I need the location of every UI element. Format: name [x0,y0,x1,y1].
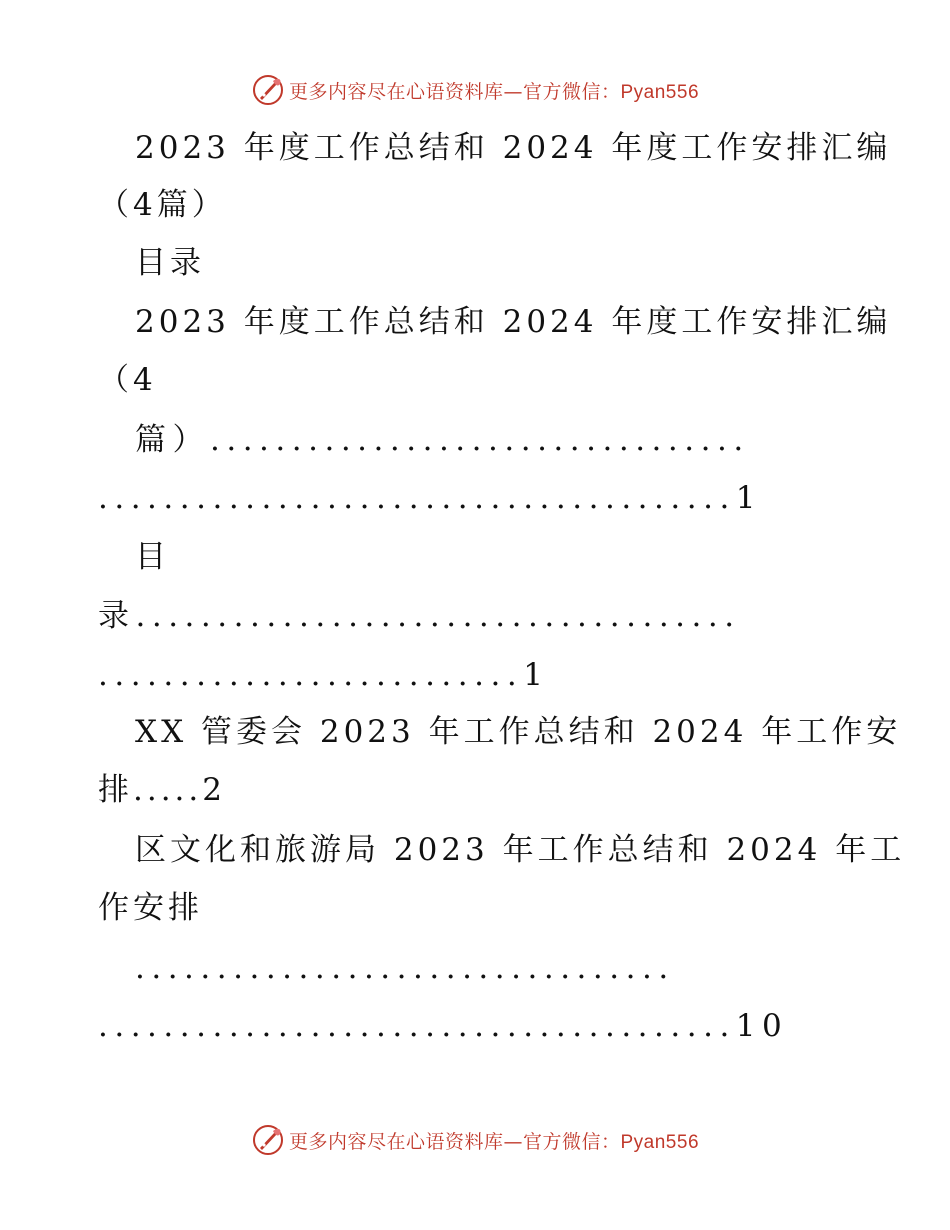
toc-heading: 目录 [135,245,205,281]
toc-entry-1-title-cont: （4 [98,362,157,398]
document-title: 2023 年度工作总结和 2024 年度工作安排汇编 [135,130,892,166]
footer-watermark [0,1120,950,1160]
toc-entry-1-leader: 篇）................................. [135,422,750,458]
toc-entry-3-page: 排.....2 [98,772,226,808]
document-title-count: （4篇） [98,187,227,223]
toc-entry-3-title: XX 管委会 2023 年工作总结和 2024 年工作安 [135,714,902,750]
toc-entry-4-page: .......................................10 [98,1008,789,1044]
toc-entry-2-page: ..........................1 [98,657,550,693]
toc-entry-2-leader: 录..................................... [98,598,741,634]
toc-entry-1-title: 2023 年度工作总结和 2024 年度工作安排汇编 [135,304,892,340]
toc-entry-4-leader: ................................. [135,950,675,986]
header-watermark [0,70,950,110]
quill-pen-icon [251,73,285,107]
watermark-text: 更多内容尽在心语资料库—官方微信：Pyan556 [288,1130,700,1153]
quill-pen-icon [251,1123,285,1157]
toc-entry-1-page: .......................................1 [98,480,763,516]
toc-entry-4-title: 区文化和旅游局 2023 年工作总结和 2024 年工 [135,832,906,868]
watermark-text: 更多内容尽在心语资料库—官方微信：Pyan556 [288,80,700,103]
toc-entry-4-title-cont: 作安排 [98,890,203,926]
toc-entry-2-title: 目 [135,539,170,575]
